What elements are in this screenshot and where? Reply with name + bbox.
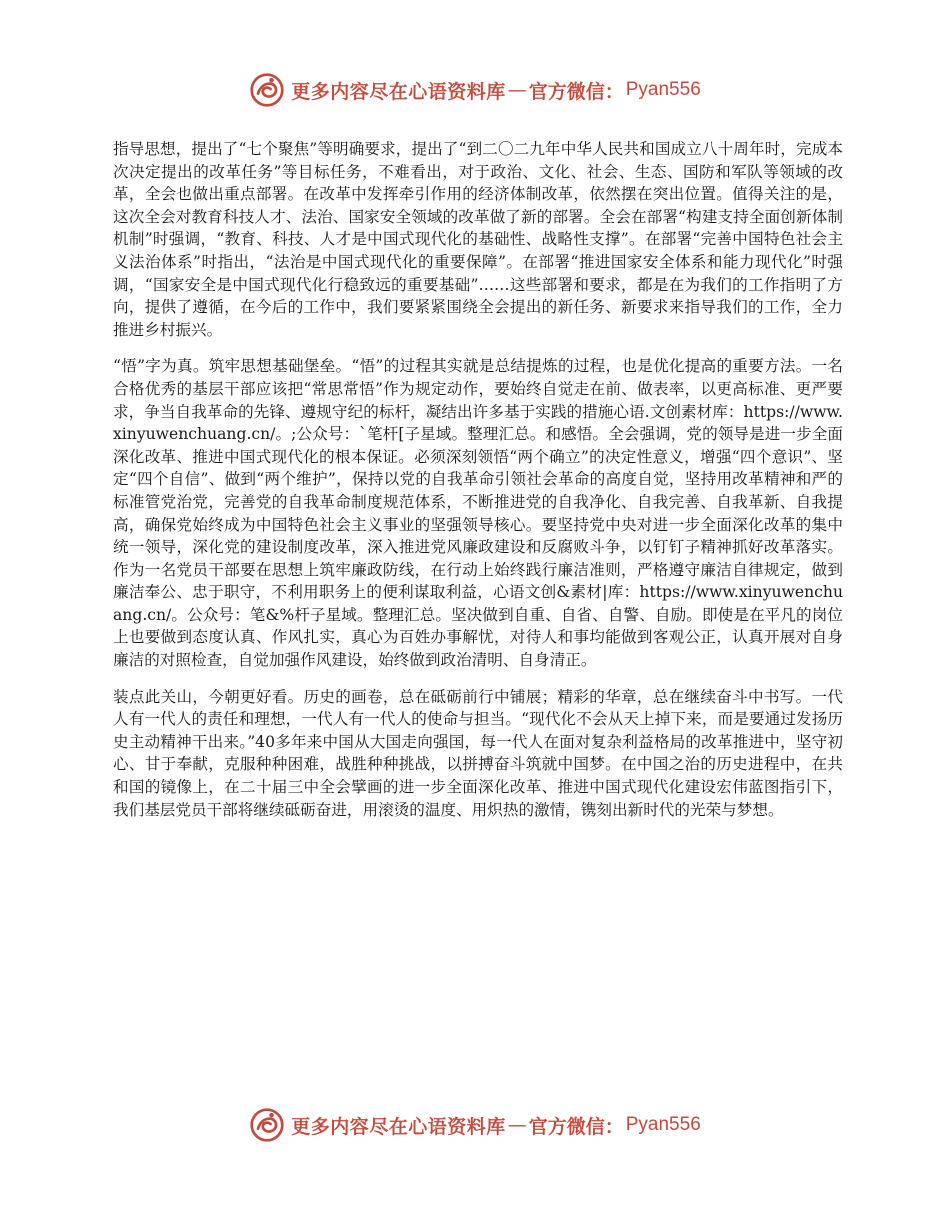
swirl-logo-icon xyxy=(249,1107,285,1143)
banner-wechat-label: 官方微信： xyxy=(528,80,624,103)
footer-banner xyxy=(0,1105,950,1145)
banner-title: 更多内容尽在心语资料库 xyxy=(291,80,506,103)
paragraph-2: “悟”字为真。筑牢思想基础堡垒。“悟”的过程其实就是总结提炼的过程，也是优化提高的重要方法。一名合格优秀的基层干部应该把“常思常悟”作为规定动作，要始终自觉走在前、做表率，以更高标准、更严要求，争当自我革命的先锋、遵规守纪的标杆，凝结出许多基于实践的措施心语.文创素材库：https://www.xinyuwenchuang.cn/。;公众号：`笔杆[子星域。整理汇总。和感悟。全会强调，党的领导是进一步全面深化改革、推进中国式现代化的根本保证。必须深刻领悟“两个确立”的决定性意义，增强“四个意识”、坚定“四个自信”、做到“两个维护”，保持以党的自我革命引领社会革命的高度自觉，坚持用改革精神和严的标准管党治党，完善党的自我革命制度规范体系，不断推进党的自我净化、自我完善、自我革新、自我提高，确保党始终成为中国特色社会主义事业的坚强领导核心。要坚持党中央对进一步全面深化改革的集中统一领导，深化党的建设制度改革，深入推进党风廉政建设和反腐败斗争，以钉钉子精神抓好改革落实。作为一名党员干部要在思想上筑牢廉政防线，在行动上始终践行廉洁准则，严格遵守廉洁自律规定，做到廉洁奉公、忠于职守，不利用职务上的便利谋取利益，心语文创&素材|库：https://www.xinyuwenchuang.cn/。公众号：笔&%杆子星域。整理汇总。坚决做到自重、自省、自警、自励。即使是在平凡的岗位上也要做到态度认真、作风扎实，真心为百姓办事解忧，对待人和事均能做到客观公正，认真开展对自身廉洁的对照检查，自觉加强作风建设，始终做到政治清明、自身清正。 xyxy=(113,357,843,670)
paragraph-1: 指导思想，提出了“七个聚焦”等明确要求，提出了“到二〇二九年中华人民共和国成立八十周年时，完成本次决定提出的改革任务”等目标任务，不难看出，对于政治、文化、社会、生态、国防和军队等领域的改革，全会也做出重点部署。在改革中发挥牵引作用的经济体制改革，依然摆在突出位置。值得关注的是，这次全会对教育科技人才、法治、国家安全领域的改革做了新的部署。全会在部署“构建支持全面创新体制机制”时强调，“教育、科技、人才是中国式现代化的基础性、战略性支撑”。在部署“完善中国特色社会主义法治体系”时指出，“法治是中国式现代化的重要保障”。在部署“推进国家安全体系和能力现代化”时强调，“国家安全是中国式现代化行稳致远的重要基础”……这些部署和要求，都是在为我们的工作指明了方向，提供了遵循，在今后的工作中，我们要紧紧围绕全会提出的新任务、新要求来指导我们的工作，全力推进乡村振兴。 xyxy=(113,140,843,339)
banner-separator: — xyxy=(507,1114,527,1136)
header-banner xyxy=(0,70,950,110)
banner-separator: — xyxy=(507,79,527,101)
swirl-logo-icon xyxy=(249,72,285,108)
document-body xyxy=(113,138,843,835)
banner-wechat-label: 官方微信： xyxy=(528,1115,624,1138)
banner-wechat-id: Pyan556 xyxy=(625,1114,701,1135)
banner-title: 更多内容尽在心语资料库 xyxy=(291,1115,506,1138)
paragraph-3: 装点此关山，今朝更好看。历史的画卷，总在砥砺前行中铺展；精彩的华章，总在继续奋斗中书写。一代人有一代人的责任和理想，一代人有一代人的使命与担当。“现代化不会从天上掉下来，而是要通过发扬历史主动精神干出来。”40多年来中国从大国走向强国，每一代人在面对复杂利益格局的改革推进中，坚守初心、甘于奉献，克服种种困难，战胜种种挑战，以拼搏奋斗筑就中国梦。在中国之治的历史进程中，在共和国的镜像上，在二十届三中全会擘画的进一步全面深化改革、推进中国式现代化建设宏伟蓝图指引下，我们基层党员干部将继续砥砺奋进，用滚烫的温度、用炽热的激情，镌刻出新时代的光荣与梦想。 xyxy=(113,687,843,819)
banner-wechat-id: Pyan556 xyxy=(625,79,701,100)
